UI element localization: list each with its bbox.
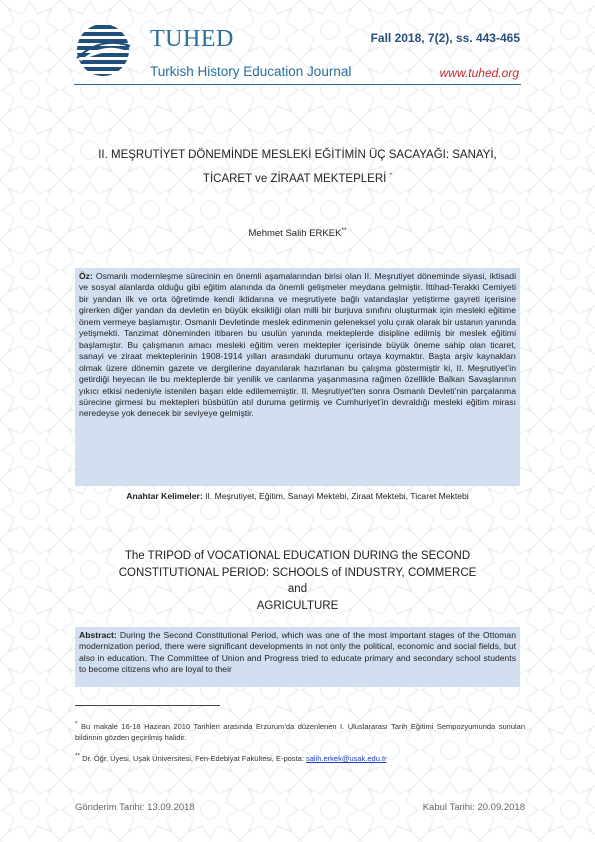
abstract-text: During the Second Constitutional Period, which was one of the most important stages of the Ottoman modernization period, there were significant developments in not only the political, economic and social fields, but also in education. The Committee of Union and Progress tried to educate primary and secondary school students to become citizens who are loyal to their bbox=[79, 630, 516, 675]
header-divider bbox=[74, 84, 521, 85]
abstract-box bbox=[75, 627, 520, 687]
author-name: Mehmet Salih ERKEK bbox=[248, 228, 342, 239]
footnote-2-mark: ** bbox=[75, 752, 81, 760]
journal-full-name: Turkish History Education Journal bbox=[150, 64, 352, 79]
acceptance-date: Kabul Tarihi: 20.09.2018 bbox=[422, 802, 525, 813]
keywords-text: II. Meşrutiyet, Eğitim, Sanayi Mektebi, Ziraat Mektebi, Ticaret Mektebi bbox=[205, 491, 469, 501]
footnote-2-text: Dr. Öğr. Üyesi, Uşak Üniversitesi, Fen-Edebiyat Fakültesi, E-posta: bbox=[82, 754, 304, 763]
footnote-2 bbox=[75, 753, 525, 764]
author-email-link[interactable]: salih.erkek@usak.edu.tr bbox=[306, 754, 387, 763]
footnote-1-mark: * bbox=[75, 720, 78, 728]
footnote-divider bbox=[75, 705, 220, 706]
footnote-1-text: Bu makale 16-18 Haziran 2010 Tarihleri arasında Erzurum’da düzenlenen I. Uluslararası Tarih Eğitimi Sempozyumunda sunulan bildirinin gözden geçirilmiş halidir. bbox=[75, 722, 525, 742]
ozet-box bbox=[75, 268, 520, 486]
ozet-label: Öz: bbox=[79, 271, 93, 281]
journal-logo-icon bbox=[75, 22, 131, 78]
english-title bbox=[110, 548, 485, 614]
submission-date: Gönderim Tarihi: 13.09.2018 bbox=[75, 802, 195, 813]
ozet-paragraph bbox=[75, 268, 520, 420]
author-footnote-mark: ** bbox=[341, 226, 347, 234]
abstract-paragraph bbox=[75, 627, 520, 676]
abstract-label: Abstract: bbox=[79, 630, 117, 640]
journal-website-link[interactable]: www.tuhed.org bbox=[439, 66, 519, 80]
english-title-line-2: CONSTITUTIONAL PERIOD: SCHOOLS of INDUSTRY, COMMERCE and bbox=[118, 566, 477, 595]
english-title-line-3: AGRICULTURE bbox=[256, 599, 339, 612]
article-title-text: TİCARET ve ZİRAAT MEKTEPLERİ bbox=[202, 173, 387, 185]
article-title-line-1: II. MEŞRUTİYET DÖNEMİNDE MESLEKİ EĞİTİMİN ÜÇ SACAYAĞI: SANAYİ, bbox=[98, 149, 497, 161]
journal-name: TUHED bbox=[150, 26, 234, 52]
keywords bbox=[75, 491, 520, 501]
keywords-label: Anahtar Kelimeler: bbox=[126, 491, 203, 501]
english-title-line-1: The TRIPOD of VOCATIONAL EDUCATION DURING the SECOND bbox=[124, 550, 471, 562]
author bbox=[70, 228, 525, 239]
ozet-text: Osmanlı modernleşme sürecinin en önemli aşamalarından birisi olan II. Meşrutiyet döneminde siyasi, iktisadi ve sosyal alanlarda olduğu gibi eğitim alanında da önemli gelişmeler meydana gelmiştir. İttihad-Terakki Cemiyeti bir yandan ilk ve orta öğretimde kendi iktidarına ve meşrutiyete bağlı vatandaşlar yetiştirme gayreti içerisine girerken diğer yandan da devletin en büyük eksikliği olan milli bir burjuva sınıfını oluşturmak için mesleki eğitime önem vermeye başlamıştır. Osmanlı Devletinde meslek edinmenin geleneksel yolu çırak olarak bir ustanın yanında yetişmekti. Tanzimat döneminden itibaren bu usulün yanında mekteplerde disipline edilmiş bir meslek eğitimi başlamıştır. Bu çalışmanın amacı mesleki eğitim veren mektepler içerisinde büyük öneme sahip olan ticaret, sanayi ve ziraat mekteplerinin 1908-1914 yılları arasındaki durumunu ortaya koymaktır. Başta arşiv kaynakları olmak üzere dönemin gazete ve dergilerine dayanılarak hazırlanan bu çalışma göstermiştir ki, II. Meşrutiyet’in getirdiği heyecan ile bu mekteplerde bir yenilik ve canlanma yaşanmasına rağmen özellikle Balkan Savaşlarının yıkıcı etkisi nedeniyle istenilen başarı elde edilememiştir. II. Meşrutiyet’ten sonra Osmanlı Devleti’nin parçalanma sürecine girmesi bu mektepleri büsbütün atıl duruma getirmiş ve Cumhuriyet’in devraldığı mesleki eğitim mirası neredeyse yok denecek bir seviyeye gelmiştir. bbox=[79, 271, 516, 419]
issue-info: Fall 2018, 7(2), ss. 443-465 bbox=[370, 31, 520, 45]
title-footnote-mark: * bbox=[389, 172, 393, 180]
article-title-line-2 bbox=[70, 171, 525, 187]
footnote-1 bbox=[75, 721, 525, 743]
